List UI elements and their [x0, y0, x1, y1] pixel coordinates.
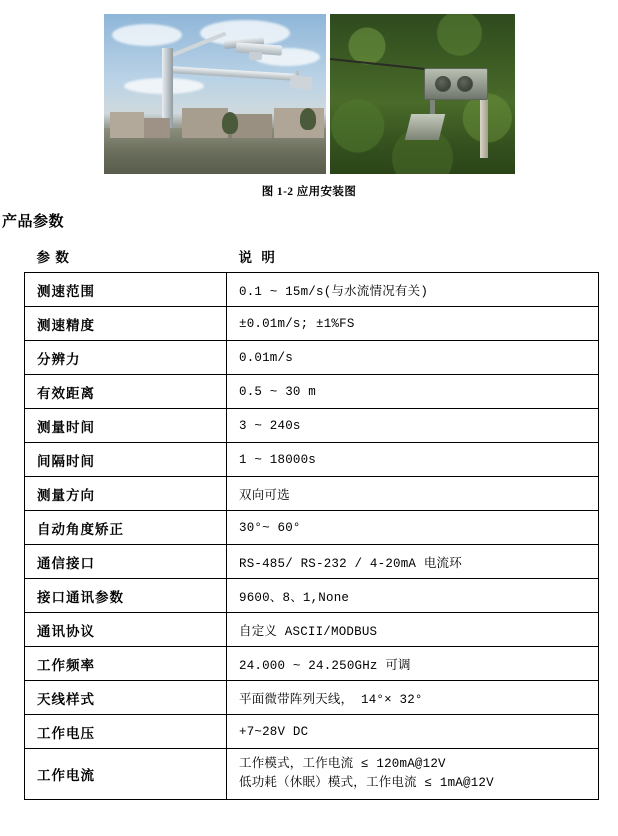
spec-table-wrapper: [24, 239, 599, 800]
row-value: 3 ~ 240s: [227, 409, 599, 443]
building: [110, 112, 144, 138]
photo-radar-install: [330, 14, 515, 174]
row-value: 自定义 ASCII/MODBUS: [227, 613, 599, 647]
row-value: 0.1 ~ 15m/s(与水流情况有关): [227, 273, 599, 307]
figure-caption: 图 1-2 应用安装图: [261, 186, 357, 198]
row-label: 工作频率: [25, 647, 227, 681]
table-row: [25, 443, 599, 477]
row-value: 0.5 ~ 30 m: [227, 375, 599, 409]
row-value-line1: 工作模式，工作电流 ≤ 120mA@12V: [239, 756, 446, 771]
table-row: [25, 749, 599, 800]
row-value: 1 ~ 18000s: [227, 443, 599, 477]
table-row: [25, 613, 599, 647]
row-label: 通讯协议: [25, 613, 227, 647]
row-label: 自动角度矫正: [25, 511, 227, 545]
table-header-row: [25, 239, 599, 273]
row-label: 分辨力: [25, 341, 227, 375]
table-header-param: 参 数: [36, 249, 70, 265]
sensor-lens: [435, 76, 451, 92]
figure-images: [0, 14, 618, 174]
row-value: 24.000 ~ 24.250GHz 可调: [227, 647, 599, 681]
table-row: [25, 715, 599, 749]
support-post: [480, 98, 488, 158]
table-row: [25, 681, 599, 715]
sensor-lens: [457, 76, 473, 92]
table-row: [25, 477, 599, 511]
photo-road-pole: [104, 14, 326, 174]
spec-table: [24, 239, 599, 800]
row-value: 平面微带阵列天线， 14°× 32°: [227, 681, 599, 715]
row-value: ±0.01m/s; ±1%FS: [227, 307, 599, 341]
table-row: [25, 579, 599, 613]
row-value: [227, 749, 599, 800]
radar-sensor: [424, 68, 488, 100]
row-label: 工作电压: [25, 715, 227, 749]
row-label: 测量方向: [25, 477, 227, 511]
row-label: 有效距离: [25, 375, 227, 409]
building: [232, 114, 272, 138]
page-title: 产品参数: [2, 214, 65, 230]
cloud-shape: [112, 24, 182, 46]
row-value: RS-485/ RS-232 / 4-20mA 电流环: [227, 545, 599, 579]
row-label: 测速范围: [25, 273, 227, 307]
row-value: 0.01m/s: [227, 341, 599, 375]
table-header-desc: 说 明: [238, 249, 278, 265]
tree: [300, 108, 316, 130]
tree: [222, 112, 238, 134]
row-label: 工作电流: [25, 749, 227, 800]
building: [182, 108, 228, 138]
building: [274, 108, 324, 138]
building: [144, 118, 170, 138]
row-label: 测量时间: [25, 409, 227, 443]
camera-device: [289, 75, 313, 91]
row-value: 双向可选: [227, 477, 599, 511]
table-row: [25, 545, 599, 579]
row-value: 30°~ 60°: [227, 511, 599, 545]
row-value-line2: 低功耗（休眠）模式，工作电流 ≤ 1mA@12V: [239, 776, 494, 790]
table-row: [25, 307, 599, 341]
table-row: [25, 273, 599, 307]
table-row: [25, 409, 599, 443]
small-camera: [249, 52, 262, 60]
row-label: 接口通讯参数: [25, 579, 227, 613]
row-label: 测速精度: [25, 307, 227, 341]
table-row: [25, 511, 599, 545]
table-row: [25, 375, 599, 409]
row-label: 天线样式: [25, 681, 227, 715]
row-value: +7~28V DC: [227, 715, 599, 749]
row-label: 通信接口: [25, 545, 227, 579]
row-label: 间隔时间: [25, 443, 227, 477]
table-row: [25, 341, 599, 375]
mount-plate: [404, 114, 444, 140]
table-row: [25, 647, 599, 681]
row-value: 9600、8、1,None: [227, 579, 599, 613]
